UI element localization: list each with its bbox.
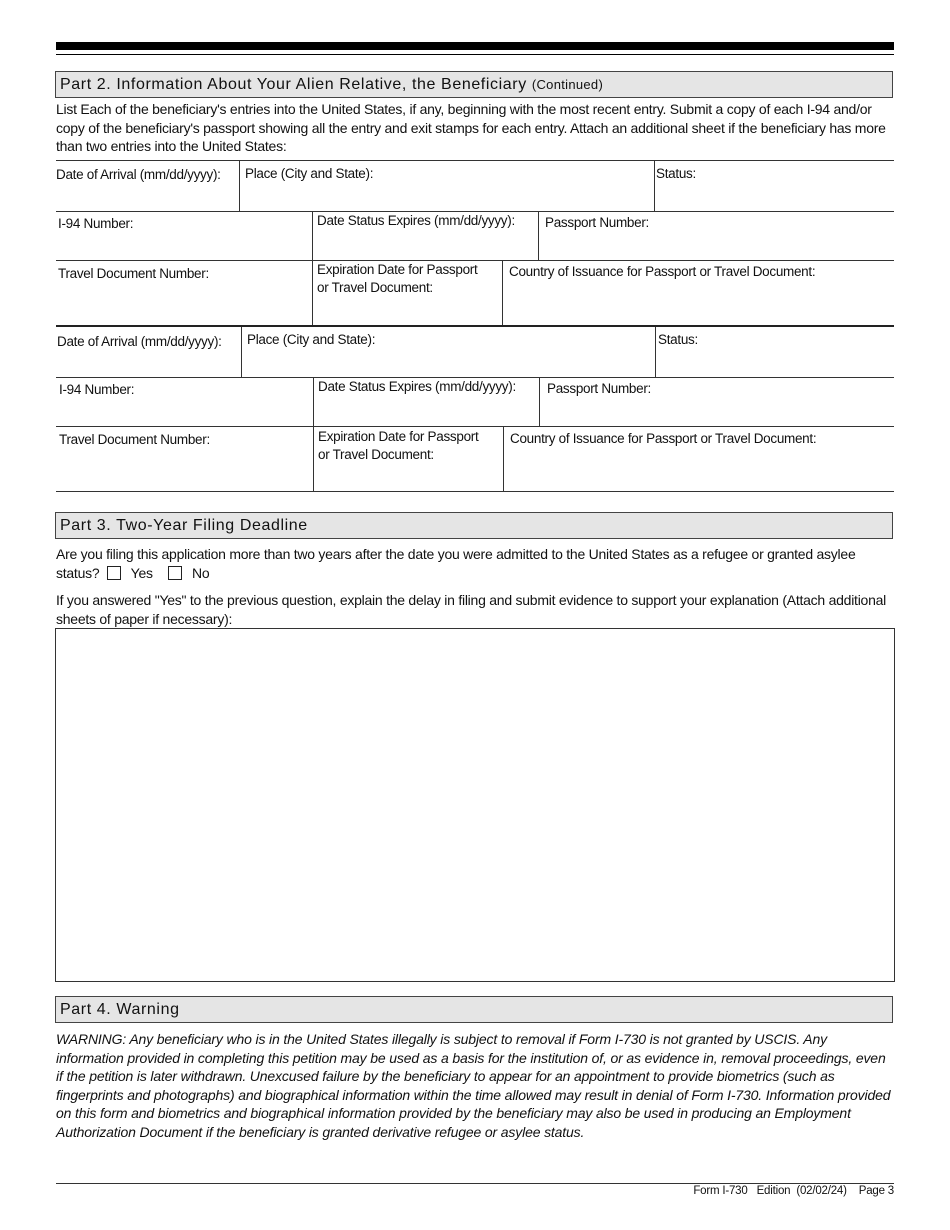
entry1-place-label: Place (City and State): <box>245 166 374 181</box>
yes-checkbox[interactable] <box>107 566 121 580</box>
cell-divider <box>654 160 655 211</box>
footer <box>693 1183 894 1199</box>
row-divider <box>56 426 894 427</box>
top-rule-thin <box>56 54 894 55</box>
entry1-passport-number-label: Passport Number: <box>545 215 649 230</box>
entry2-travel-doc-number-label: Travel Document Number: <box>59 432 210 447</box>
entry2-expiration-label-line2: or Travel Document: <box>318 447 434 462</box>
entry2-expiration-date-field[interactable] <box>318 428 500 488</box>
part3-header: Part 3. Two-Year Filing Deadline <box>55 512 893 539</box>
entry1-date-of-arrival-label: Date of Arrival (mm/dd/yyyy): <box>56 167 221 182</box>
entry2-country-of-issuance-label: Country of Issuance for Passport or Travel Document: <box>510 431 817 446</box>
entry2-date-status-expires-label: Date Status Expires (mm/dd/yyyy): <box>318 379 516 394</box>
cell-divider <box>241 327 242 377</box>
entry1-passport-number-field[interactable] <box>545 214 891 258</box>
cell-divider <box>312 211 313 326</box>
entry2-place-field[interactable] <box>247 331 653 373</box>
cell-divider <box>539 377 540 427</box>
part2-header-title: Part 2. Information About Your Alien Relative, the Beneficiary <box>60 76 527 93</box>
entry2-place-label: Place (City and State): <box>247 332 376 347</box>
entry2-date-of-arrival-label: Date of Arrival (mm/dd/yyyy): <box>57 334 222 349</box>
delay-explanation-textarea[interactable] <box>55 628 895 982</box>
entry1-status-label: Status: <box>656 166 696 181</box>
entry1-place-field[interactable] <box>245 165 653 209</box>
row-divider <box>56 491 894 492</box>
row-divider <box>56 160 894 161</box>
yes-label: Yes <box>130 564 153 581</box>
entry1-travel-doc-number-label: Travel Document Number: <box>58 266 209 281</box>
cell-divider <box>655 327 656 377</box>
footer-form: Form I-730 <box>693 1185 748 1197</box>
entry1-expiration-label-line2: or Travel Document: <box>317 280 433 295</box>
entry2-status-field[interactable] <box>658 331 892 373</box>
entry1-date-status-expires-field[interactable] <box>317 212 535 256</box>
entry1-travel-doc-number-field[interactable] <box>58 265 308 323</box>
entry1-date-status-expires-label: Date Status Expires (mm/dd/yyyy): <box>317 213 515 228</box>
top-rule-thick <box>56 42 894 50</box>
entry1-i94-field[interactable] <box>58 215 308 259</box>
entry2-country-of-issuance-field[interactable] <box>510 430 892 488</box>
entry2-date-status-expires-field[interactable] <box>318 378 536 422</box>
entry1-country-of-issuance-label: Country of Issuance for Passport or Travel Document: <box>509 264 816 279</box>
part3-question <box>56 545 894 582</box>
entry2-passport-number-label: Passport Number: <box>547 381 651 396</box>
entry2-travel-doc-number-field[interactable] <box>59 431 309 489</box>
entry1-expiration-label-line1: Expiration Date for Passport <box>317 262 478 277</box>
part3-question-text: Are you filing this application more than two years after the date you were admitted to the United States as a refugee or granted asylee status? <box>56 546 856 581</box>
entry1-date-of-arrival-field[interactable] <box>56 166 238 210</box>
part4-header: Part 4. Warning <box>55 996 893 1023</box>
part2-instructions: List Each of the beneficiary's entries into the United States, if any, beginning with the most recent entry. Submit a copy of each I-94 and/or copy of the beneficiary's passport showing all the entry and exit stamps for each entry. Attach an additional sheet if the beneficiary has more than two entries into the United States: <box>56 101 886 154</box>
cell-divider <box>538 211 539 261</box>
cell-divider <box>239 160 240 211</box>
warning-text: WARNING: Any beneficiary who is in the United States illegally is subject to removal if Form I-730 is not granted by USCIS. Any information provided in completing this petition may be used as a basis for the institution of, or as evidence in, removal proceedings, even if the petition is later withdrawn. Unexcused failure by the beneficiary to appear for an appointment to provide biometrics (such as fingerprints and photographs) and biographical information within the time allowed may result in denial of Form I-730. Information provided on this form and biometrics and biographical information provided by the beneficiary may also be used in producing an Employment Authorization Document if the beneficiary is granted derivative refugee or asylee status. <box>56 1031 891 1140</box>
entry-separator <box>56 325 894 327</box>
no-label: No <box>192 564 210 581</box>
entry2-i94-field[interactable] <box>59 381 309 425</box>
entry1-status-field[interactable] <box>656 165 892 209</box>
footer-edition: Edition (02/02/24) <box>756 1185 847 1197</box>
entry2-status-label: Status: <box>658 332 698 347</box>
entry2-date-of-arrival-field[interactable] <box>57 333 239 375</box>
footer-page: Page 3 <box>858 1185 894 1197</box>
cell-divider <box>502 260 503 326</box>
entry2-i94-label: I-94 Number: <box>59 382 135 397</box>
entry1-i94-label: I-94 Number: <box>58 216 134 231</box>
part2-header-continued: (Continued) <box>531 77 604 92</box>
entry1-country-of-issuance-field[interactable] <box>509 263 892 323</box>
entry2-expiration-label-line1: Expiration Date for Passport <box>318 429 479 444</box>
entry1-expiration-date-field[interactable] <box>317 261 499 323</box>
part2-header <box>55 71 893 98</box>
entry2-passport-number-field[interactable] <box>547 380 891 424</box>
part3-explain-instructions: If you answered "Yes" to the previous question, explain the delay in filing and submit evidence to support your explanation (Attach additional sheets of paper if necessary): <box>56 592 887 627</box>
cell-divider <box>503 426 504 492</box>
cell-divider <box>313 377 314 492</box>
no-checkbox[interactable] <box>168 566 182 580</box>
